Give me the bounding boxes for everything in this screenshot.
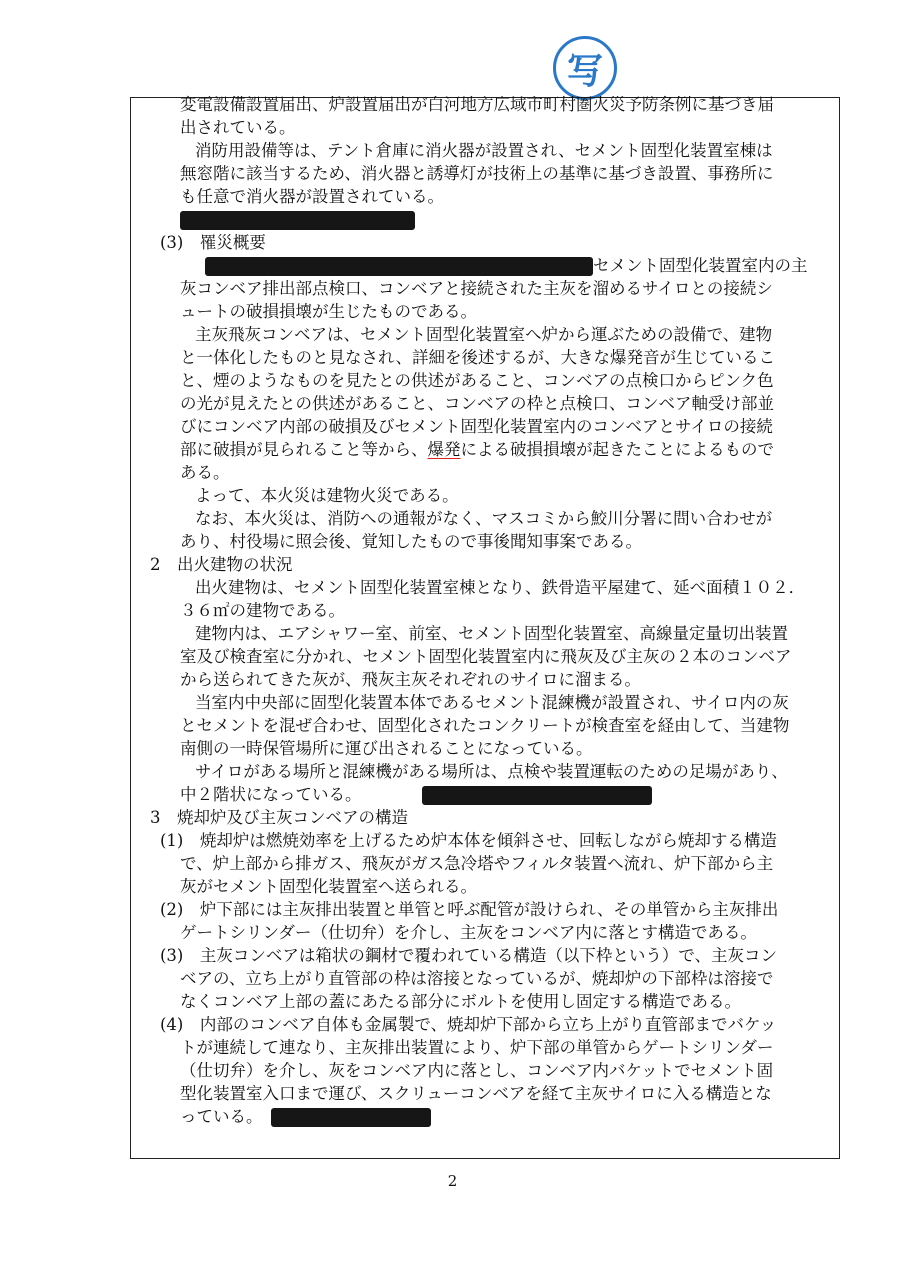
text-line: とセメントを混ぜ合わせ、固型化されたコンクリートが検査室を経由して、当建物: [180, 716, 790, 735]
text-line: 出されている。: [180, 118, 296, 137]
section-heading: 2 出火建物の状況: [150, 555, 293, 574]
text-line: っている。: [150, 1105, 840, 1128]
section-heading: (3) 罹災概要: [160, 233, 266, 252]
text-line: ベアの、立ち上がり直管部の枠は溶接となっているが、焼却炉の下部枠は溶接で: [180, 969, 774, 988]
section-heading: 3 焼却炉及び主灰コンベアの構造: [150, 808, 408, 827]
text-line: ゲートシリンダー（仕切弁）を介し、主灰をコンベア内に落とす構造である。: [180, 923, 757, 942]
list-item: (4) 内部のコンベア自体も金属製で、焼却炉下部から立ち上がり直管部までバケッ: [160, 1015, 777, 1034]
text-line: なお、本火災は、消防への通報がなく、マスコミから鮫川分署に問い合わせが: [195, 509, 773, 528]
list-item: (1) 焼却炉は燃焼効率を上げるため炉本体を傾斜させ、回転しながら焼却する構造: [160, 831, 777, 850]
text-line: サイロがある場所と混練機がある場所は、点検や装置運転のための足場があり、: [195, 762, 788, 781]
text-line: トが連続して連なり、主灰排出装置により、炉下部の単管からゲートシリンダー: [180, 1038, 774, 1057]
text-line: 当室内中央部に固型化装置本体であるセメント混練機が設置され、サイロ内の灰: [195, 693, 789, 712]
redaction-block: [180, 211, 415, 230]
document-body: [150, 93, 840, 1128]
text-line: よって、本火災は建物火災である。: [195, 486, 459, 505]
text-line: の光が見えたとの供述があること、コンベアの枠と点検口、コンベア軸受け部並: [180, 394, 774, 413]
text-line: 南側の一時保管場所に運び出されることになっている。: [180, 739, 593, 758]
text-line: 中２階状になっている。: [150, 783, 840, 806]
redaction-block: [205, 257, 593, 276]
text-line: 出火建物は、セメント固型化装置室棟となり、鉄骨造平屋建て、延べ面積１０２．: [195, 578, 806, 597]
text-line: 主灰飛灰コンベアは、セメント固型化装置室へ炉から運ぶための設備で、建物: [195, 325, 773, 344]
text-line: 建物内は、エアシャワー室、前室、セメント固型化装置室、高線量定量切出装置: [195, 624, 789, 643]
text-line: ３６㎡の建物である。: [180, 601, 345, 620]
text-line: 消防用設備等は、テント倉庫に消火器が設置され、セメント固型化装置室棟は: [195, 141, 773, 160]
text-line: と、煙のようなものを見たとの供述があること、コンベアの点検口からピンク色: [180, 371, 774, 390]
list-item: (3) 主灰コンベアは箱状の鋼材で覆われている構造（以下枠という）で、主灰コン: [160, 946, 778, 965]
redaction-block: [422, 786, 652, 805]
redaction-block: [271, 1108, 431, 1127]
list-item: (2) 炉下部には主灰排出装置と単管と呼ぶ配管が設けられ、その単管から主灰排出: [160, 900, 779, 919]
underlined-word: 爆発: [427, 440, 461, 459]
text-line: 部に破損が見られること等から、爆発による破損損壊が起きたことによるもので: [180, 440, 774, 459]
redaction-row: [150, 208, 840, 231]
text-line: と一体化したものと見なされ、詳細を後述するが、大きな爆発音が生じているこ: [180, 348, 775, 367]
text-line: 室及び検査室に分かれ、セメント固型化装置室内に飛灰及び主灰の２本のコンベア: [180, 647, 792, 666]
text-line: 変電設備設置届出、炉設置届出が白河地方広域市町村圏火災予防条例に基づき届: [180, 95, 774, 114]
text-line: なくコンベア上部の蓋にあたる部分にボルトを使用し固定する構造である。: [180, 992, 741, 1011]
text-line: セメント固型化装置室内の主: [150, 254, 840, 277]
text-line: 無窓階に該当するため、消火器と誘導灯が技術上の基準に基づき設置、事務所に: [180, 164, 774, 183]
page-number: 2: [447, 1172, 458, 1190]
text-line: ある。: [180, 463, 230, 482]
text-line: 型化装置室入口まで運び、スクリューコンベアを経て主灰サイロに入る構造とな: [180, 1084, 772, 1103]
text-line: 灰コンベア排出部点検口、コンベアと接続された主灰を溜めるサイロとの接続シ: [180, 279, 773, 298]
text-line: （仕切弁）を介し、灰をコンベア内に落とし、コンベア内バケットでセメント固: [180, 1061, 774, 1080]
text-line: あり、村役場に照会後、覚知したもので事後聞知事案である。: [180, 532, 642, 551]
text-line: ュートの破損損壊が生じたものである。: [180, 302, 477, 321]
text-line: から送られてきた灰が、飛灰主灰それぞれのサイロに溜まる。: [180, 670, 641, 689]
text-line: で、炉上部から排ガス、飛灰がガス急冷塔やフィルタ装置へ流れ、炉下部から主: [180, 854, 774, 873]
text-line: びにコンベア内部の破損及びセメント固型化装置室内のコンベアとサイロの接続: [180, 417, 773, 436]
text-line: も任意で消火器が設置されている。: [180, 187, 444, 206]
text-line: 灰がセメント固型化装置室へ送られる。: [180, 877, 477, 896]
copy-stamp: 写: [553, 36, 617, 100]
